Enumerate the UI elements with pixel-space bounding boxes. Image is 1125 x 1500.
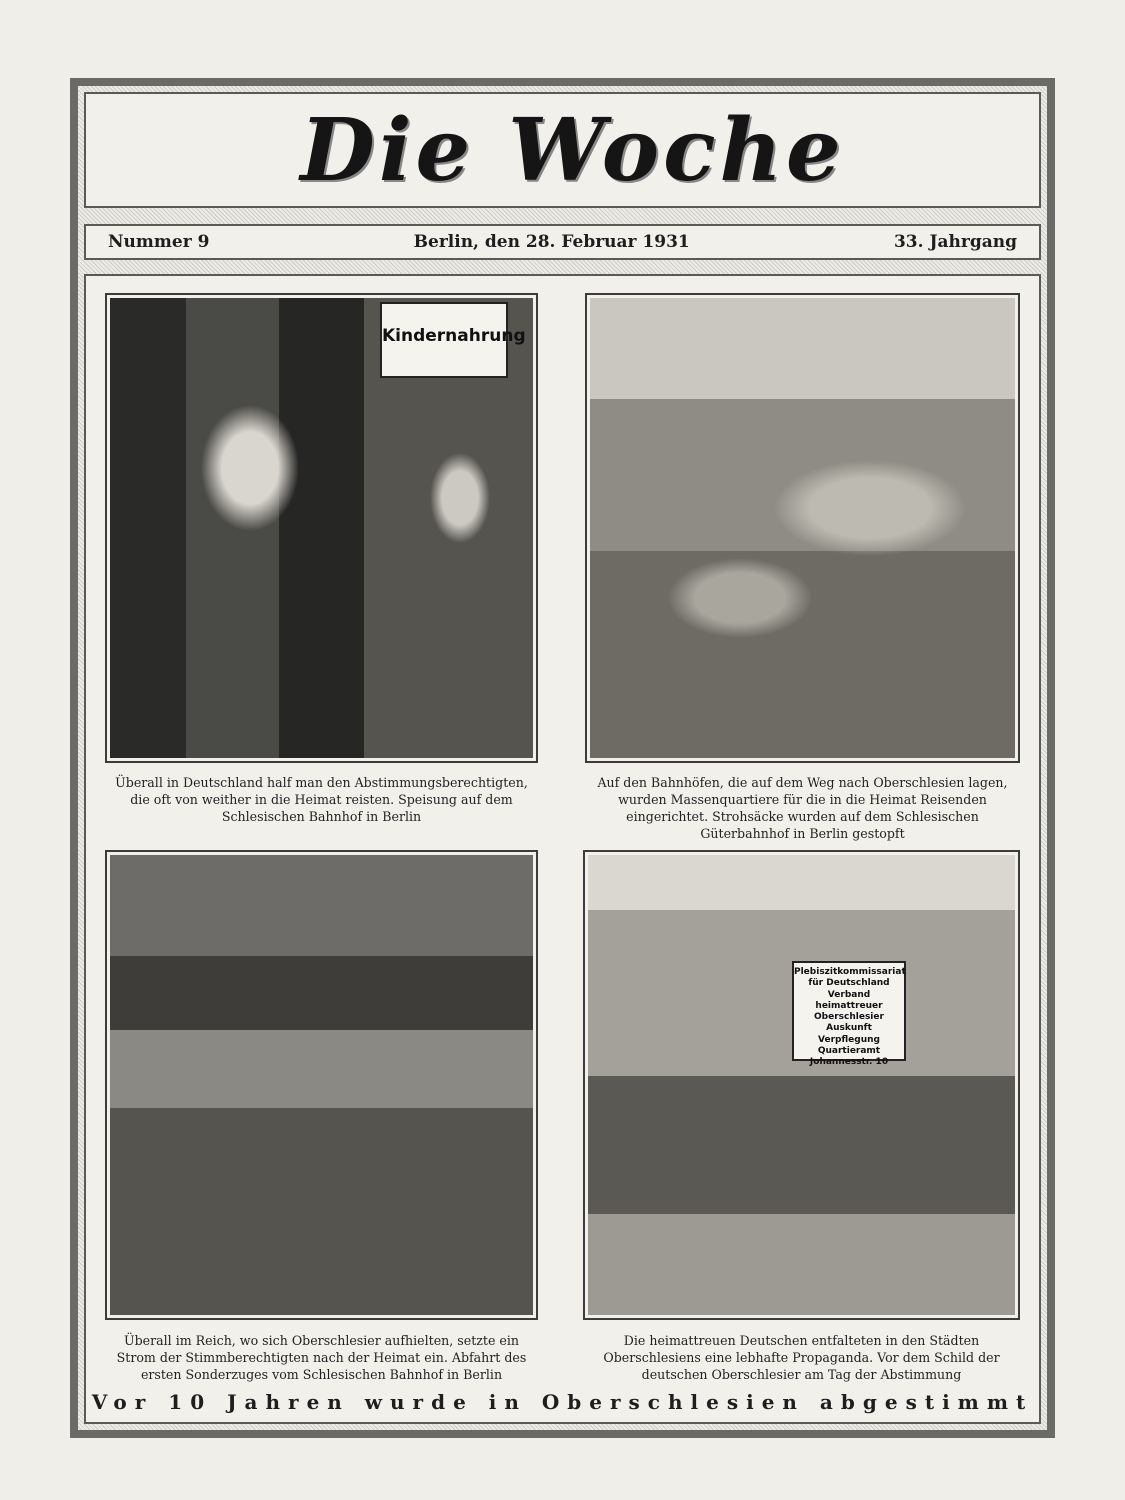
issue-number: Nummer 9	[108, 232, 210, 252]
photo-caption: Auf den Bahnhöfen, die auf dem Weg nach Oberschlesien lagen, wurden Massenquartiere für die in die Heimat Reisenden eingerichtet. Strohsäcke wurden auf dem Schlesischen Güterbahnhof in Berlin gestopft	[597, 775, 1008, 841]
photo-special-train	[105, 850, 538, 1320]
photo-sign: Kindernahrung	[380, 302, 508, 378]
photo-image	[588, 855, 1015, 1315]
photo-image	[590, 298, 1015, 758]
photo-image	[110, 298, 533, 758]
masthead-title: Die Woche	[300, 99, 845, 201]
photo-straw-sacks	[585, 293, 1020, 763]
masthead-panel	[84, 92, 1041, 208]
photo-station-feeding	[105, 293, 538, 763]
photo-caption: Überall in Deutschland half man den Abstimmungsberechtigten, die oft von weither in die Heimat reisten. Speisung auf dem Schlesischen Bahnhof in Berlin	[115, 775, 528, 824]
volume-number: 33. Jahrgang	[893, 232, 1017, 252]
photo-sign: Plebiszitkommissariat für Deutschland Verband heimattreuer Oberschlesier Auskunft Verpflegung Quartieramt Johannesstr. 10	[792, 961, 906, 1061]
page-headline: Vor 10 Jahren wurde in Oberschlesien abgestimmt	[91, 1390, 1034, 1414]
photo-caption: Überall im Reich, wo sich Oberschlesier aufhielten, setzte ein Strom der Stimmberechtigten nach der Heimat ein. Abfahrt des ersten Sonderzuges vom Schlesischen Bahnhof in Berlin	[116, 1333, 527, 1382]
dateline-bar	[84, 224, 1041, 260]
issue-date: Berlin, den 28. Februar 1931	[413, 232, 690, 252]
photo-image	[110, 855, 533, 1315]
photo-caption: Die heimattreuen Deutschen entfalteten in den Städten Oberschlesiens eine lebhafte Propaganda. Vor dem Schild der deutschen Oberschlesier am Tag der Abstimmung	[603, 1333, 1000, 1382]
photo-propaganda-sign	[583, 850, 1020, 1320]
